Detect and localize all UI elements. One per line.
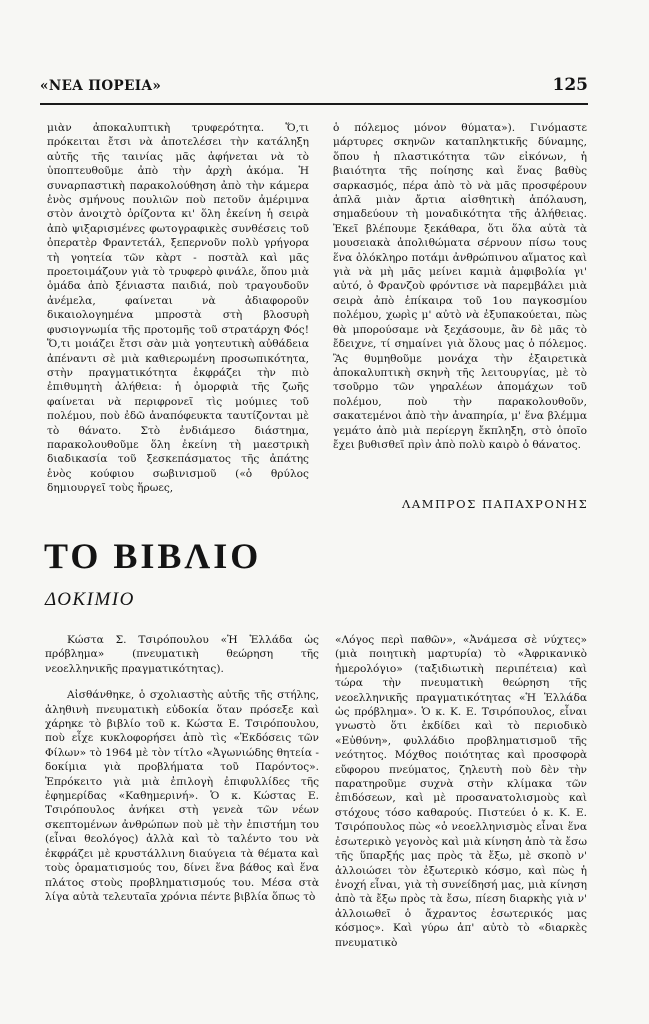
review-left-column (45, 633, 319, 904)
running-title: «ΝΕΑ ΠΟΡΕΙΑ» (40, 78, 162, 94)
header-rule (40, 103, 588, 105)
review-paragraph: Αἰσθάνθηκε, ὁ σχολιαστὴς αὐτῆς τῆς στήλης, ἀληθινὴ πνευματικὴ εὐδοκία ὅταν πρόσεξε καὶ χάρηκε τὸ βιβλίο τοῦ κ. Κώστα Ε. Τσιρόπουλου, ποὺ εἶχε κυκλοφορήσει ἀπὸ τὶς «Ἐκδόσεις τῶν Φίλων» τὸ 1964 μὲ τὸν τίτλο «Ἀγωνιώδης θητεία - δοκίμια γιὰ προβλήματα τοῦ Παρόντος». Ἐπρόκειτο γιὰ μιὰ ἐπιλογὴ ἐπιφυλλίδες τῆς ἐφημερίδας «Καθημερινή». Ὁ κ. Κώστας Ε. Τσιρόπουλος ἀνήκει στὴ γενεὰ τῶν νέων σκεπτομένων ἀνθρώπων ποὺ μὲ τὴν ἐπιστήμη του (εἶναι θεολόγος) ἀλλὰ καὶ τὸ ταλέντο του νὰ ἐκφράζει μὲ κρυστάλλινη διαύγεια τὰ θέματα καὶ τοὺς ὁραματισμούς του, δίνει ἕνα βάθος καὶ ἕνα πλάτος στοὺς προβληματισμούς του. Μέσα στὰ λίγα αὐτὰ τελευταῖα χρόνια πέντε βιβλία ὅπως τὸ (45, 689, 319, 903)
author-byline: ΛΑΜΠΡΟΣ ΠΑΠΑΧΡΟΝΗΣ (402, 497, 589, 511)
article-right-column: ὁ πόλεμος μόνον θύματα»). Γινόμαστε μάρτυρες σκηνῶν καταπληκτικῆς δύναμης, ὅπου ἡ πλαστικότητα τῶν εἰκόνων, ἡ βιαιότητα τῆς ποίησης καὶ ἕνας βαθὺς σαρκασμός, πέρα ἀπὸ τὸ νὰ μᾶς προσφέρουν ἁπλᾶ μιὰν ἄρτια αἰσθητικὴ ἀπόλαυση, σημαδεύουν τὴ μοναδικότητα τῆς ἀλήθειας. Ἐκεῖ βλέπουμε ξεκάθαρα, ὅτι ὅλα αὐτὰ τὰ μουσειακὰ ἀπολιθώματα σέρνουν πίσω τους ἕνα ὁλόκληρο ποτάμι ἀνθρώπινου αἵματος καὶ γιὰ νὰ μὴ μᾶς μείνει καμιὰ ἀμφιβολία γι' αὐτό, ὁ Φρανζοὺ φρόντισε νὰ παρεμβάλει μιὰ σειρὰ ἀπὸ ἐπίκαιρα τοῦ 1ου παγκοσμίου πολέμου, χωρὶς μ' αὐτὸ νὰ ἐξυπακούεται, πὼς θὰ μπορούσαμε νὰ ξεχάσουμε, ἂν δὲ μᾶς τὸ ἔδειχνε, τί σημαίνει γιὰ ὅλους μας ὁ πόλεμος. Ἂς θυμηθοῦμε μονάχα τὴν ἐξαιρετικὰ ἀποκαλυπτικὴ σκηνὴ τῆς λειτουργίας, μὲ τὸ τσοῦρμο τῶν γηραλέων ἀπομάχων τοῦ πολέμου, ποὺ τὴν παρακολουθοῦν, σακατεμένοι ἀπὸ τὴν ἀναπηρία, μ' ἕνα βλέμμα γεμάτο ἀπὸ μιὰ περίεργη ἔκπληξη, στὸ ὁποῖο ἔχει βυθισθεῖ πρὶν ἀπὸ πολὺ καιρὸ ὁ θάνατος. (333, 122, 587, 451)
page-header (40, 75, 588, 98)
section-title: ΤΟ ΒΙΒΛΙΟ (44, 536, 262, 576)
section-subtitle: ΔΟΚΙΜΙΟ (45, 589, 135, 610)
book-reference: Κώστα Σ. Τσιρόπουλου «Ἡ Ἑλλάδα ὡς πρόβλημα» (πνευματικὴ θεώρηση τῆς νεοελληνικῆς πραγματικότητας). (45, 634, 319, 675)
article-left-column: μιὰν ἀποκαλυπτικὴ τρυφερότητα. Ὅ,τι πρόκειται ἔτσι νὰ ἀποτελέσει τὴν κατάληξη αὐτῆς τῆς ταινίας μᾶς ἀφήνεται νὰ τὸ ὑποπτευθοῦμε ἀπὸ τὴν ἀρχὴ ἀκόμα. Ἡ συναρπαστικὴ παρακολούθηση ἀπὸ τὴν κάμερα ἑνὸς σμήνους πουλιῶν ποὺ πετοῦν ἀμέριμνα στὸν ἀνοιχτὸ ὁρίζοντα κι' ὅλη ἐκείνη ἡ σειρὰ ἀπὸ ψιξαρισμένες φωτογραφικὲς συνθέσεις τοῦ ὀπερατὲρ Φραντετάλ, ξεπερνοῦν πολὺ γρήγορα τὴ γοητεία τῶν κὰρτ - ποστὰλ καὶ μᾶς προετοιμάζουν γιὰ τὸ τρυφερὸ φινάλε, ὅπου μιὰ ὁμάδα ἀπὸ ξένιαστα παιδιά, ποὺ τραγουδοῦν ἀνέμελα, φαίνεται νὰ ἀδιαφοροῦν δικαιολογημένα μπροστὰ στὴ βλοσυρὴ φυσιογνωμία τῆς προτομῆς τοῦ στρατάρχη Φός! Ὅ,τι μοιάζει ἔτσι σὰν μιὰ γοητευτικὴ αὐθάδεια ἀπέναντι σὲ μιὰ καθιερωμένη προσωπικότητα, στὴν πραγματικότητα ἐκφράζει τὴν πιὸ ἐπιθυμητὴ ἀλήθεια: ἡ ὀμορφιὰ τῆς ζωῆς φαίνεται νὰ περιφρονεῖ τὶς μούμιες τοῦ πολέμου, ποὺ ἐδῶ ἀναπόφευκτα ταυτίζονται μὲ τὸ θάνατο. Στὸ ἐνδιάμεσο διάστημα, παρακολουθοῦμε ὅλη ἐκείνη τὴ μαεστρικὴ διαδικασία τοῦ ξεσκεπάσματος τῆς ἀπάτης ἑνὸς κούφιου σωβινισμοῦ («ὁ θρύλος δημιουργεῖ τοὺς ἥρωες, (47, 122, 309, 495)
paragraph-gap (45, 676, 319, 688)
page-number: 125 (552, 75, 588, 95)
review-right-column: «Λόγος περὶ παθῶν», «Ἀνάμεσα σὲ νύχτες» (μιὰ ποιητικὴ μαρτυρία) τὸ «Ἀφρικανικὸ ἡμερολόγιο» (ταξιδιωτικὴ περιπέτεια) καὶ τώρα τὴν πνευματικὴ θεώρηση τῆς νεοελληνικῆς πραγματικότητας «Ἡ Ἑλλάδα ὡς πρόβλημα». Ὁ κ. Κ. Ε. Τσιρόπουλος, εἶναι γνωστὸ ὅτι ἐκδίδει καὶ τὸ περιοδικὸ «Εὐθύνη», φυλλάδιο προβληματισμοῦ τῆς νεότητος. Μόχθος ποιότητας καὶ προσφορὰ εὔφορου πνεύματος, ζηλευτὴ ποὺ δὲν τὴν παρατηροῦμε συχνὰ στὴν κλίμακα τῶν ἐπιδόσεων, καὶ μὲ προσανατολισμοὺς καὶ στόχους τόσο καθαρούς. Πιστεύει ὁ κ. Κ. Ε. Τσιρόπουλος πὼς «ὁ νεοελληνισμὸς εἶναι ἕνα ἐσωτερικὸ γεγονὸς καὶ μιὰ κίνηση ἀπὸ τὰ ἔσω τῆς ὕπαρξής μας πρὸς τὰ ἔξω, μὲ σκοπὸ ν' ἀλλοιώσει τὸν ἐξωτερικὸ κόσμο, καὶ πὼς ἡ ἐνοχή εἶναι, γιὰ τὴ συνείδησή μας, μιὰ κίνηση ἀπὸ τὰ ἔξω πρὸς τὰ ἔσω, πίεση διαρκὴς γιὰ ν' ἀλλοιωθεῖ ὁ ἄχραντος ἐσωτερικός μας κόσμος». Καὶ γύρω ἀπ' αὐτὸ τὸ «διαρκὲς πνευματικὸ (335, 634, 587, 949)
